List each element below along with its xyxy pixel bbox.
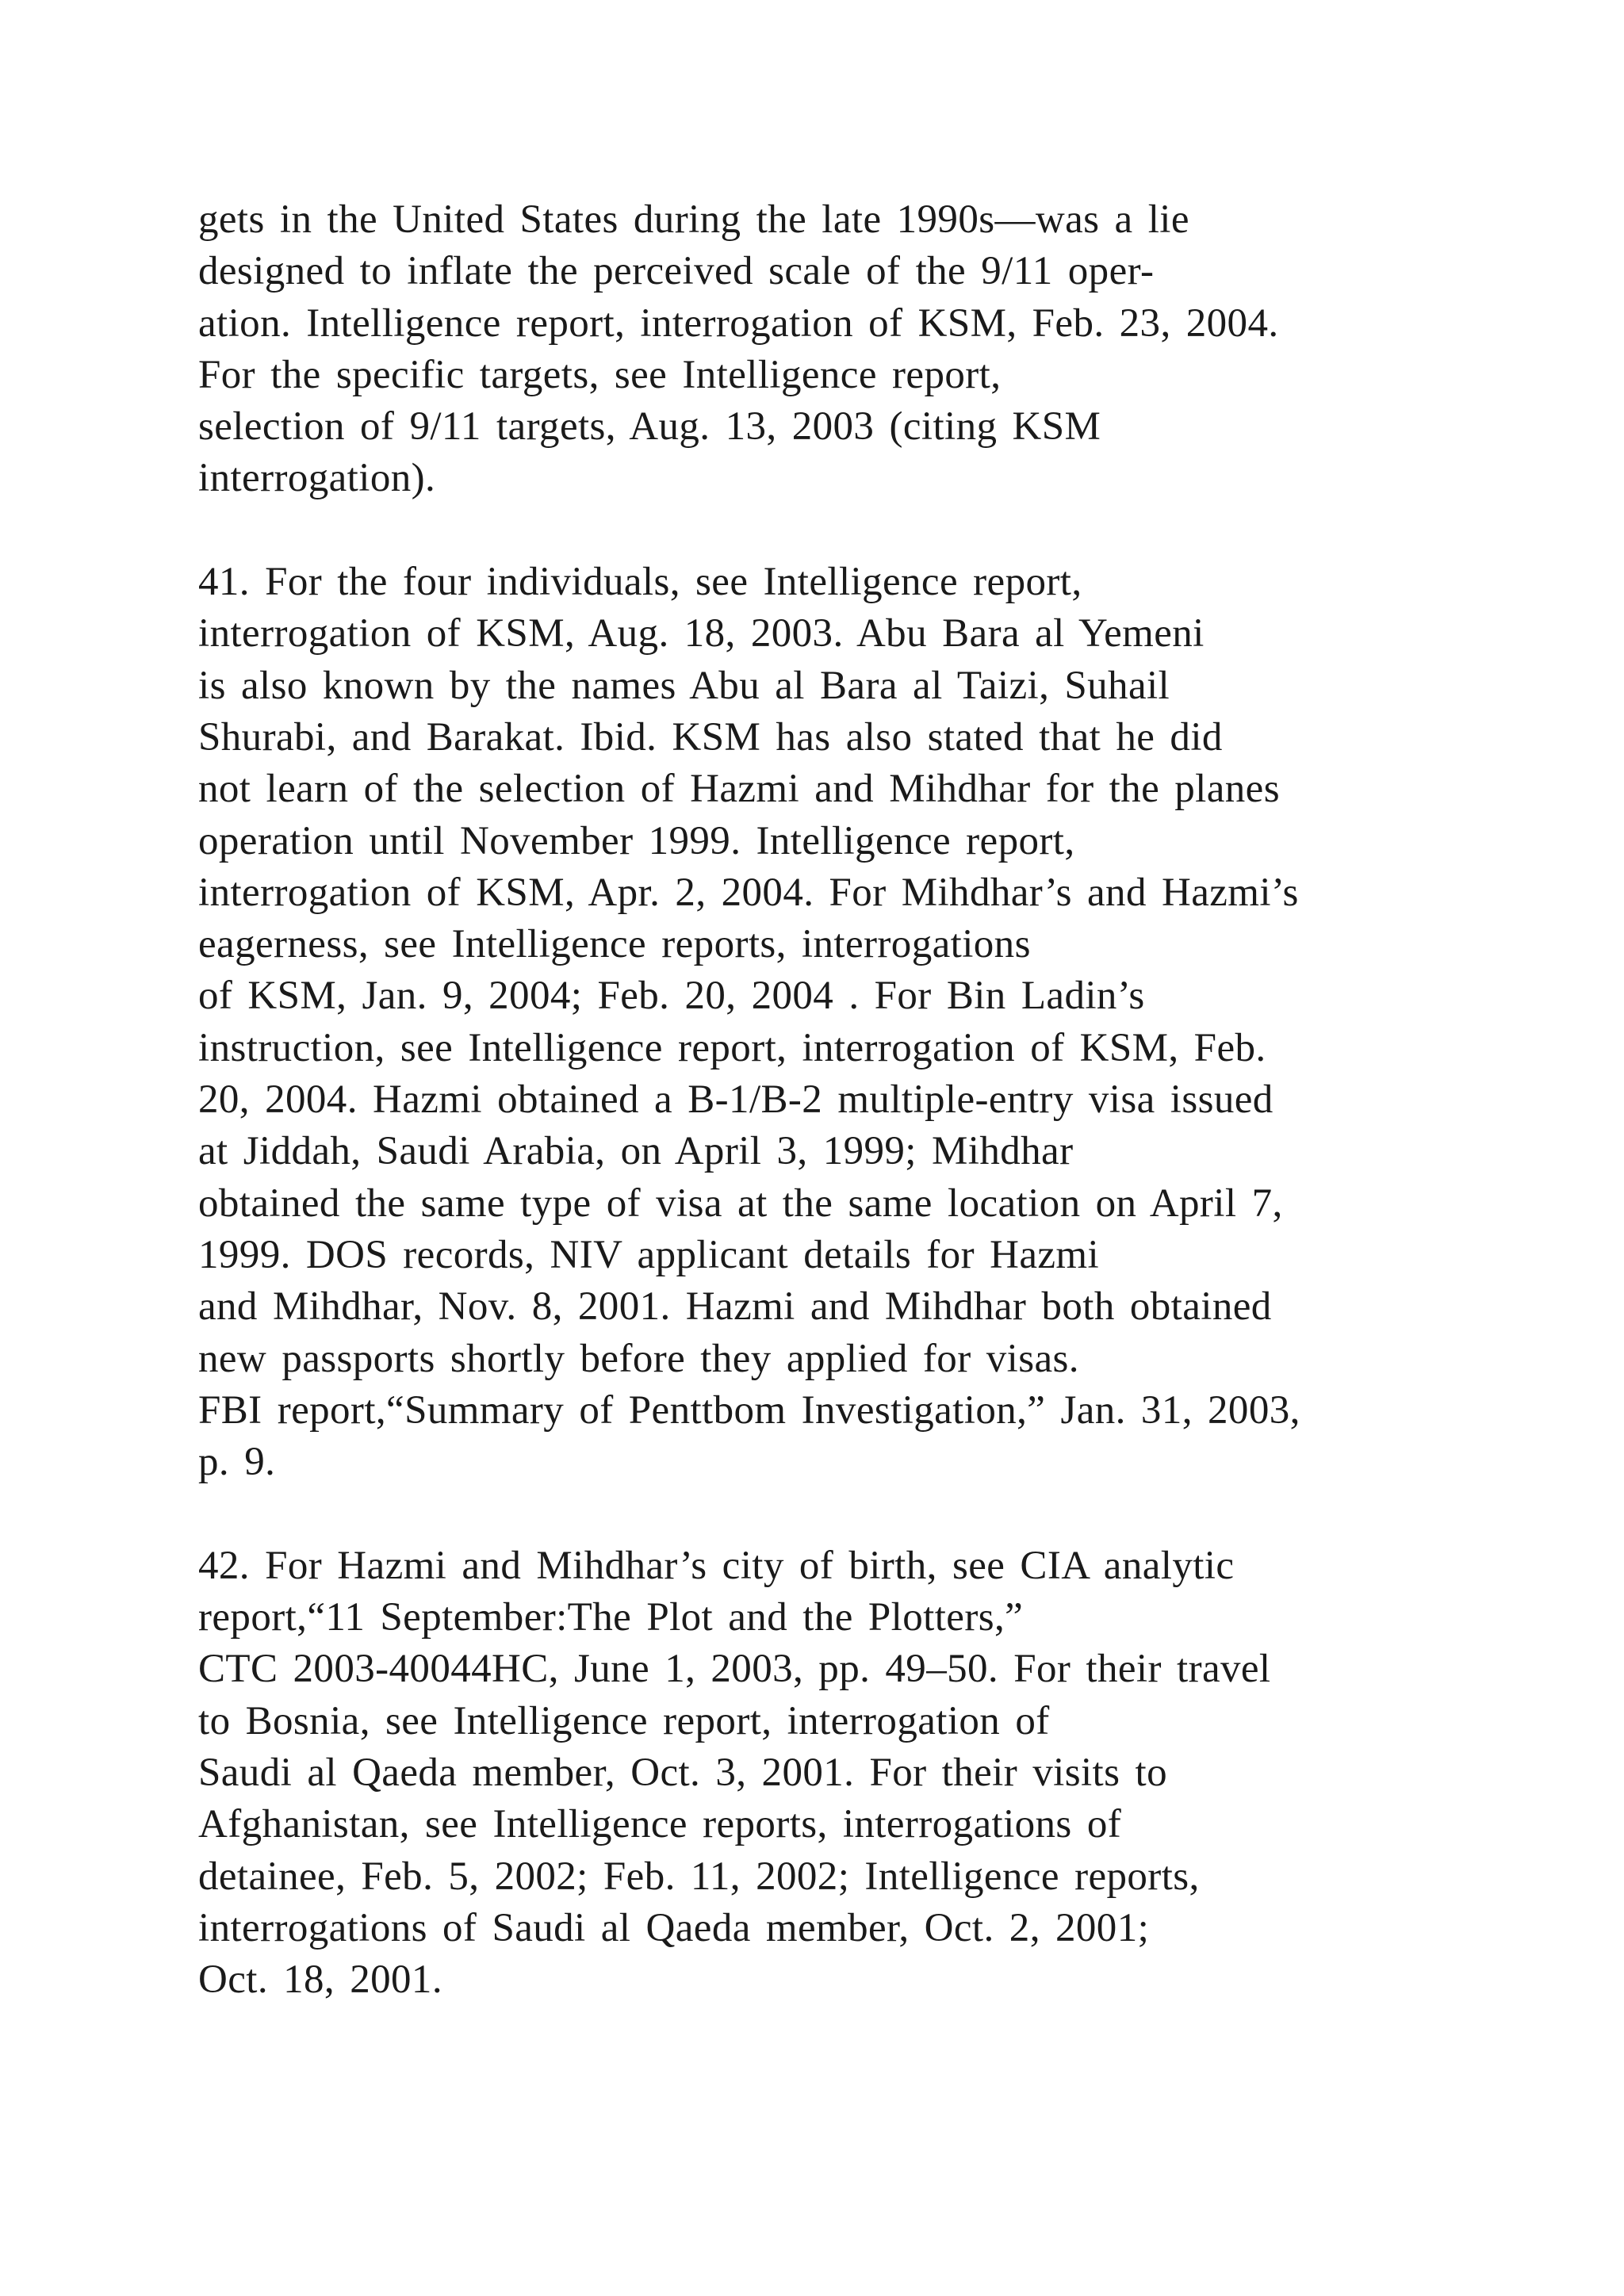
paragraph-note-42 [198, 1540, 1546, 2007]
paragraph-note-41 [198, 557, 1546, 1488]
text-line: 20, 2004. Hazmi obtained a B-1/B-2 multiple-entry visa issued [198, 1077, 1274, 1123]
text-line: obtained the same type of visa at the same location on April 7, [198, 1181, 1283, 1226]
text-line: and Mihdhar, Nov. 8, 2001. Hazmi and Mihdhar both obtained [198, 1284, 1272, 1330]
text-line: instruction, see Intelligence report, interrogation of KSM, Feb. [198, 1025, 1266, 1070]
text-line: to Bosnia, see Intelligence report, interrogation of [198, 1698, 1050, 1743]
text-line: at Jiddah, Saudi Arabia, on April 3, 1999; Mihdhar [198, 1129, 1074, 1174]
text-line: Afghanistan, see Intelligence reports, interrogations of [198, 1802, 1122, 1847]
document-page [198, 194, 1546, 2006]
text-line: FBI report,“Summary of Penttbom Investigation,” Jan. 31, 2003, [198, 1387, 1300, 1433]
text-line: ation. Intelligence report, interrogation of KSM, Feb. 23, 2004. [198, 300, 1279, 346]
text-line: report,“11 September:The Plot and the Plotters,” [198, 1595, 1024, 1640]
text-line: interrogations of Saudi al Qaeda member, Oct. 2, 2001; [198, 1905, 1150, 1950]
text-line: designed to inflate the perceived scale of the 9/11 oper- [198, 249, 1155, 294]
text-line: detainee, Feb. 5, 2002; Feb. 11, 2002; Intelligence reports, [198, 1854, 1200, 1899]
text-line: not learn of the selection of Hazmi and Mihdhar for the planes [198, 767, 1280, 812]
text-line: gets in the United States during the late 1990s—was a lie [198, 197, 1189, 242]
text-line: p. 9. [198, 1440, 276, 1485]
text-line: Oct. 18, 2001. [198, 1957, 442, 2003]
text-line: CTC 2003-40044HC, June 1, 2003, pp. 49–50. For their travel [198, 1647, 1271, 1692]
text-line: operation until November 1999. Intelligence report, [198, 818, 1075, 863]
text-line: Saudi al Qaeda member, Oct. 3, 2001. For their visits to [198, 1750, 1167, 1795]
text-line: interrogation). [198, 456, 436, 501]
text-line: is also known by the names Abu al Bara al Taizi, Suhail [198, 663, 1170, 708]
text-line: of KSM, Jan. 9, 2004; Feb. 20, 2004 . For Bin Ladin’s [198, 974, 1145, 1019]
paragraph-spacer [198, 505, 1546, 557]
paragraph-spacer [198, 1488, 1546, 1540]
text-line: 1999. DOS records, NIV applicant details for Hazmi [198, 1232, 1100, 1277]
text-line: 41. For the four individuals, see Intelligence report, [198, 560, 1082, 605]
text-line: Shurabi, and Barakat. Ibid. KSM has also stated that he did [198, 714, 1223, 760]
text-line: eagerness, see Intelligence reports, interrogations [198, 922, 1031, 967]
text-line: For the specific targets, see Intelligence report, [198, 352, 1002, 397]
text-line: new passports shortly before they applied for visas. [198, 1336, 1079, 1381]
text-line: 42. For Hazmi and Mihdhar’s city of birth, see CIA analytic [198, 1543, 1235, 1588]
text-line: selection of 9/11 targets, Aug. 13, 2003 (citing KSM [198, 404, 1101, 450]
paragraph-note-40-continued [198, 194, 1546, 505]
text-line: interrogation of KSM, Aug. 18, 2003. Abu Bara al Yemeni [198, 611, 1205, 656]
text-line: interrogation of KSM, Apr. 2, 2004. For Mihdhar’s and Hazmi’s [198, 870, 1299, 915]
